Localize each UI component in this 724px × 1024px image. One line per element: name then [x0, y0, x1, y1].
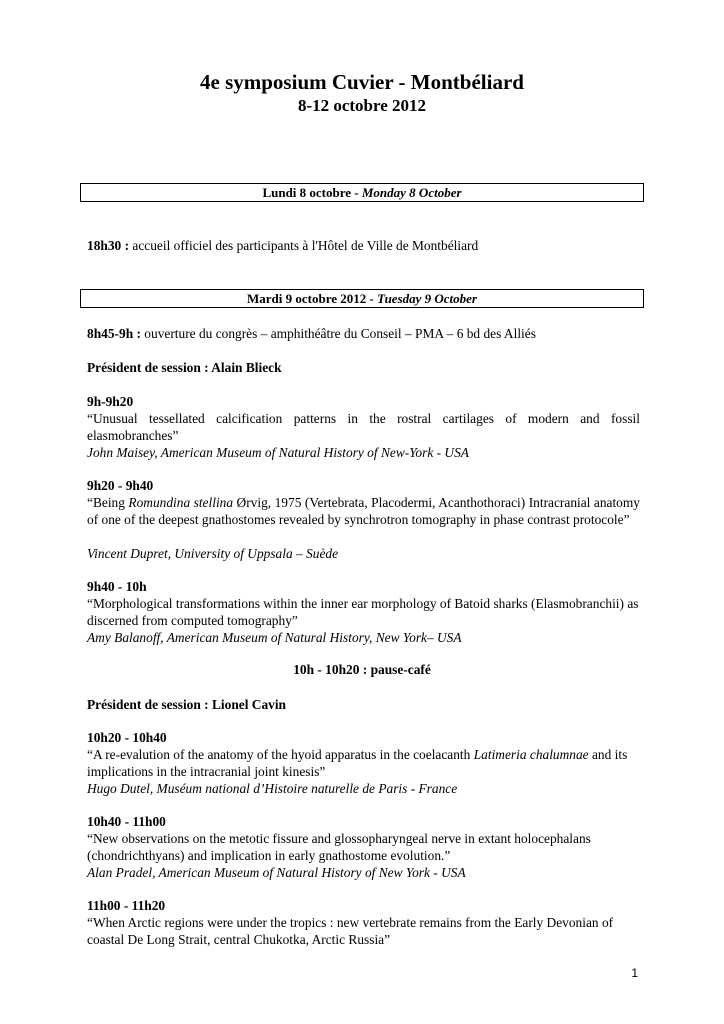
- page-title: 4e symposium Cuvier - Montbéliard: [200, 70, 524, 94]
- page-subtitle-dates: 8-12 octobre 2012: [297, 96, 427, 115]
- talk-time: 9h20 - 9h40: [87, 478, 154, 493]
- talk-title: [87, 494, 640, 528]
- talk-author: Vincent Dupret, University of Uppsala – Suède: [87, 546, 339, 561]
- species-name: Latimeria chalumnae: [473, 747, 589, 762]
- talk-title-part: and its implications in the intracranial joint kinesis”: [87, 747, 628, 779]
- talk-title: [87, 746, 647, 780]
- opening-text: ouverture du congrès – amphithéâtre du Conseil – PMA – 6 bd des Alliés: [140, 326, 536, 341]
- talk-title: “Unusual tessellated calcification patterns in the rostral cartilages of modern and fossil elasmobranches”: [87, 411, 640, 443]
- day-header-monday: [80, 183, 644, 202]
- species-name: Romundina stellina: [128, 495, 234, 510]
- talk-time: 9h-9h20: [87, 394, 134, 409]
- coffee-break: 10h - 10h20 : pause-café: [293, 662, 431, 677]
- event-time: 18h30 :: [87, 238, 130, 253]
- talk-author: John Maisey, American Museum of Natural History of New-York - USA: [87, 445, 469, 460]
- day-label-fr: Lundi 8 octobre -: [262, 185, 362, 200]
- talk-time: 10h20 - 10h40: [87, 730, 167, 745]
- session-chair-2: Président de session : Lionel Cavin: [87, 697, 287, 712]
- session-chair-1: Président de session : Alain Blieck: [87, 360, 282, 375]
- talk-title-part: “A re-evalution of the anatomy of the hyoid apparatus in the coelacanth: [87, 747, 474, 762]
- talk-time: 9h40 - 10h: [87, 579, 147, 594]
- day-label-en: Monday 8 October: [361, 185, 462, 200]
- event-text: accueil officiel des participants à l'Hôtel de Ville de Montbéliard: [129, 238, 479, 253]
- talk-title-part: “Being: [87, 495, 129, 510]
- talk-time: 11h00 - 11h20: [87, 898, 166, 913]
- day-label-fr: Mardi 9 octobre 2012 -: [247, 291, 378, 306]
- day-label-en: Tuesday 9 October: [377, 291, 477, 306]
- talk-title-part: Ørvig, 1975 (Vertebrata, Placodermi, Acanthothoraci) Intracranial anatomy of one of the deepest gnathostomes revealed by synchrotron tomography in phase contrast protocole”: [87, 495, 640, 527]
- page-number: 1: [631, 966, 638, 980]
- opening-time: 8h45-9h :: [87, 326, 141, 341]
- talk-author: Hugo Dutel, Muséum national d’Histoire naturelle de Paris - France: [87, 781, 458, 796]
- talk-title: “Morphological transformations within the inner ear morphology of Batoid sharks (Elasmobranchii) as discerned from computed tomography”: [87, 596, 639, 628]
- opening-event: [87, 325, 640, 342]
- talk-time: 10h40 - 11h00: [87, 814, 166, 829]
- talk-author: Alan Pradel, American Museum of Natural History of New York - USA: [87, 865, 466, 880]
- talk-title: “When Arctic regions were under the tropics : new vertebrate remains from the Early Devonian of coastal De Long Strait, central Chukotka, Arctic Russia”: [87, 915, 614, 947]
- day-header-tuesday: [80, 289, 644, 308]
- welcome-event: [87, 237, 640, 254]
- talk-title: “New observations on the metotic fissure and glossopharyngeal nerve in extant holocephalans (chondrichthyans) and implication in early gnathostome evolution.”: [87, 831, 591, 863]
- talk-author: Amy Balanoff, American Museum of Natural History, New York– USA: [87, 630, 462, 645]
